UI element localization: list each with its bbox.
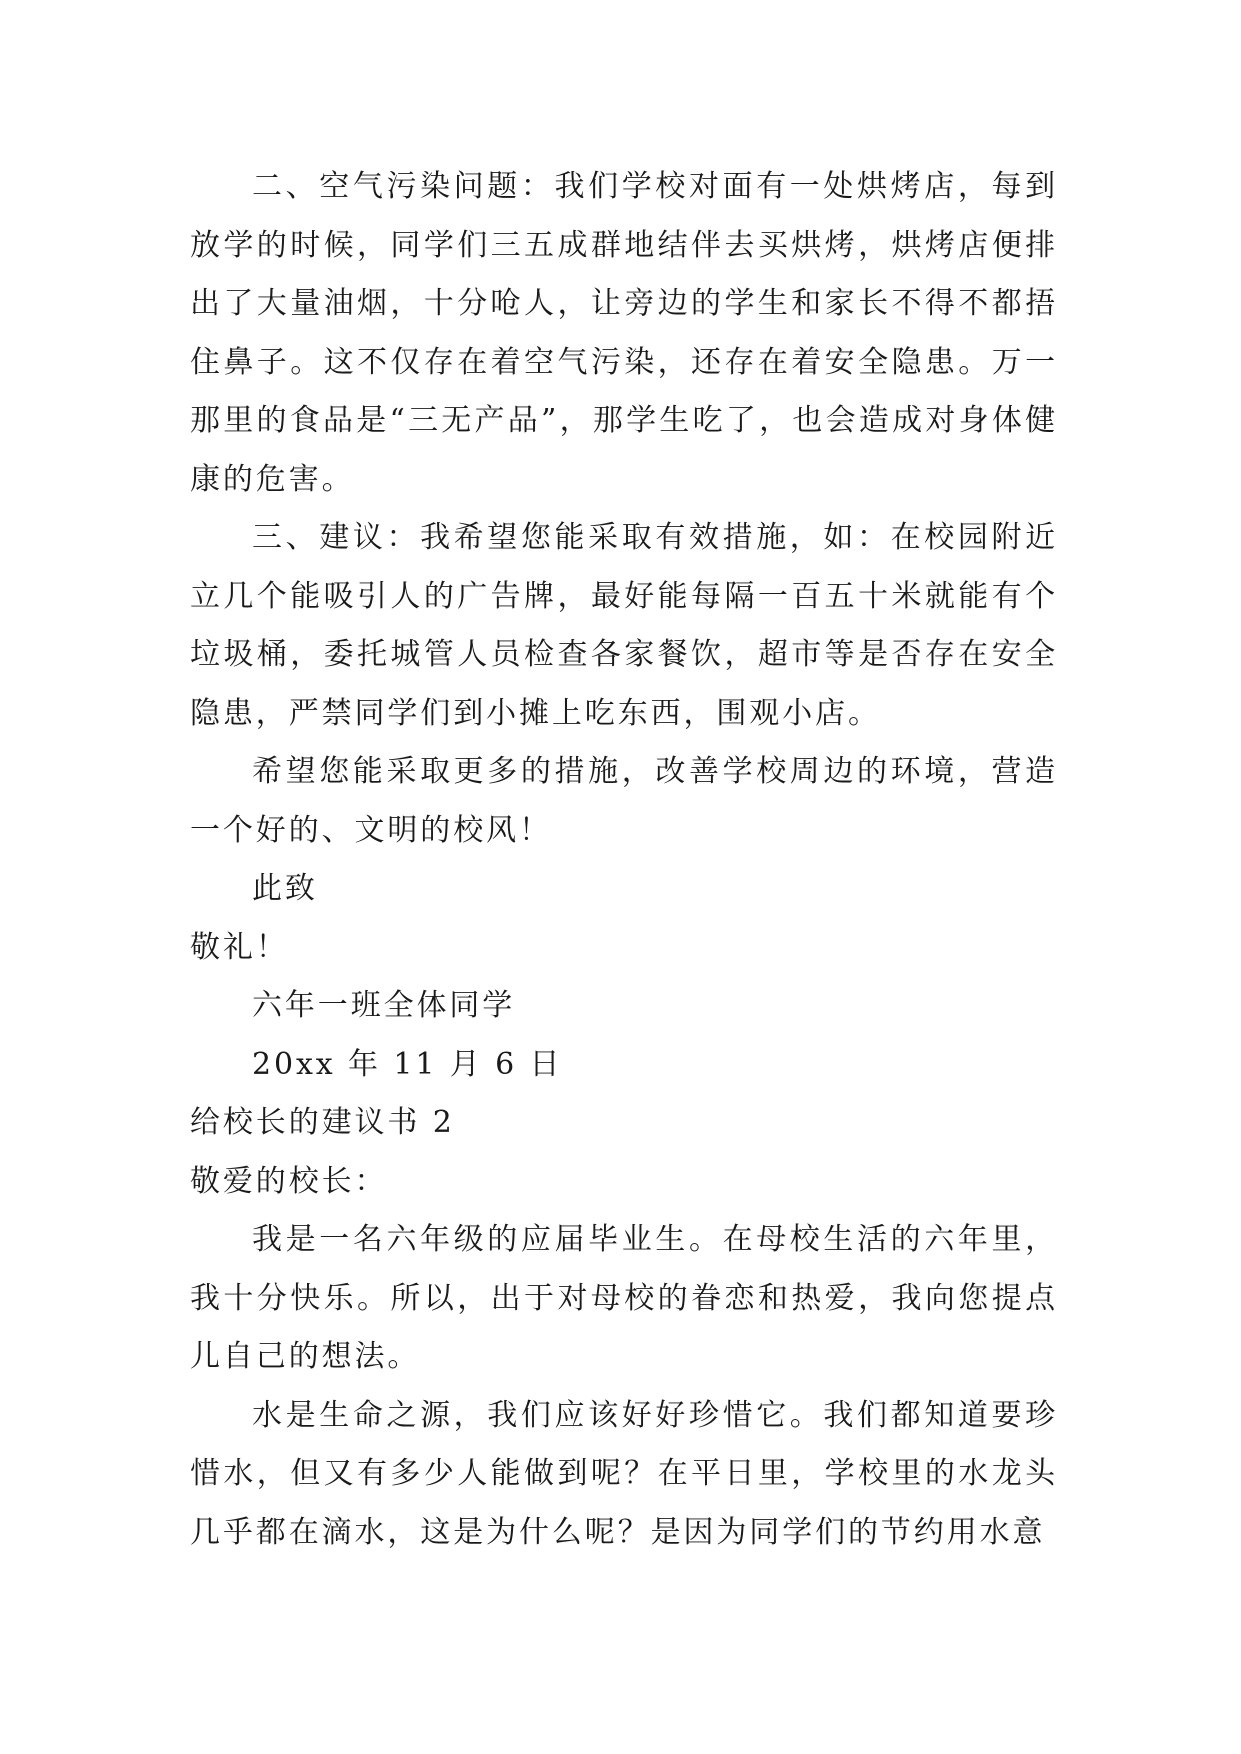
paragraph-water: 水是生命之源，我们应该好好珍惜它。我们都知道要珍惜水，但又有多少人能做到呢？在平日里，学校里的水龙头几乎都在滴水，这是为什么呢？是因为同学们的节约用水意 xyxy=(190,1397,1058,1550)
paragraph-introduction: 我是一名六年级的应届毕业生。在母校生活的六年里，我十分快乐。所以，出于对母校的眷恋和热爱，我向您提点儿自己的想法。 xyxy=(190,1222,1058,1374)
paragraph-air-pollution: 二、空气污染问题：我们学校对面有一处烘烤店，每到放学的时候，同学们三五成群地结伴去买烘烤，烘烤店便排出了大量油烟，十分呛人，让旁边的学生和家长不得不都捂住鼻子。这不仅存在着空气污染，还存在着安全隐患。万一那里的食品是“三无产品”，那学生吃了，也会造成对身体健康的危害。 xyxy=(190,169,1058,497)
date: 20xx 年 11 月 6 日 xyxy=(252,1046,563,1082)
section-title: 给校长的建议书 2 xyxy=(190,1105,455,1140)
signature: 六年一班全体同学 xyxy=(252,988,516,1023)
paragraph-hope: 希望您能采取更多的措施，改善学校周边的环境，营造一个好的、文明的校风！ xyxy=(190,754,1058,848)
closing-cizhi: 此致 xyxy=(252,871,318,906)
paragraph-suggestions: 三、建议：我希望您能采取有效措施，如：在校园附近立几个能吸引人的广告牌，最好能每隔一百五十米就能有个垃圾桶，委托城管人员检查各家餐饮，超市等是否存在安全隐患，严禁同学们到小摊上吃东西，围观小店。 xyxy=(190,520,1058,731)
document-body xyxy=(190,158,1058,1562)
salutation: 敬爱的校长： xyxy=(190,1163,388,1199)
closing-jingli: 敬礼！ xyxy=(190,929,289,965)
